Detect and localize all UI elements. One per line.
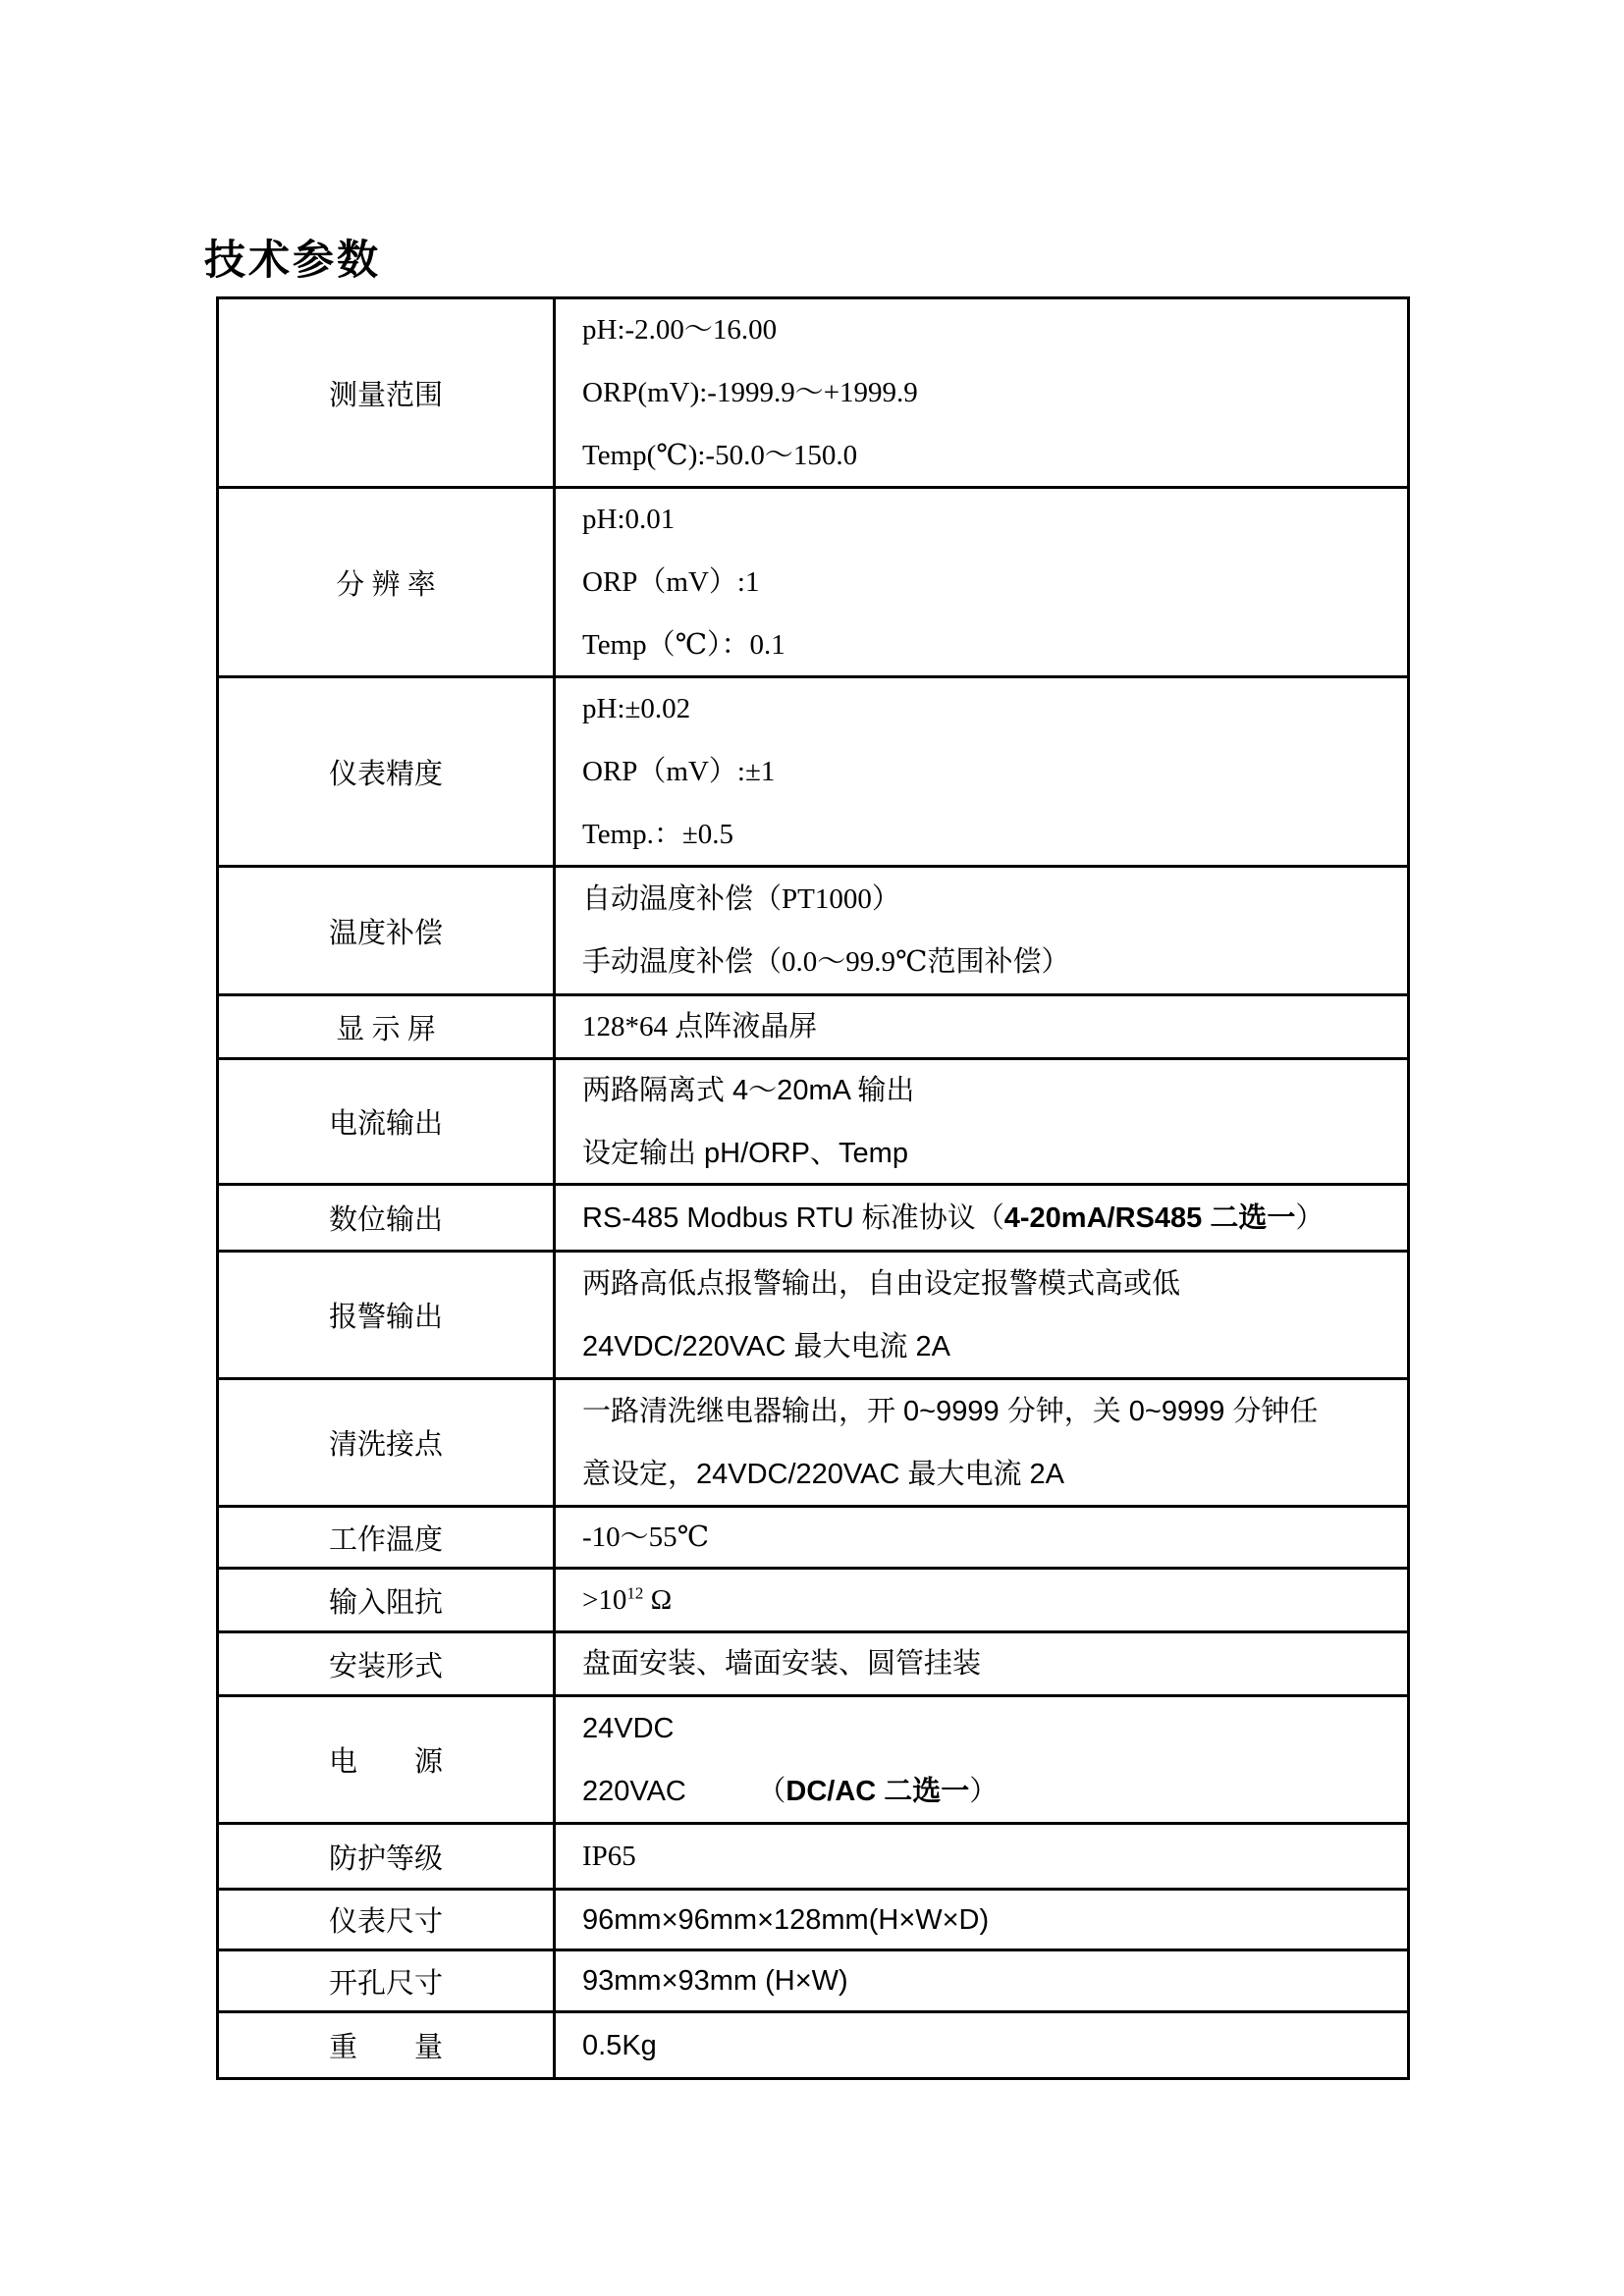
value-text: Temp(℃):-50.0～150.0 <box>582 440 858 471</box>
value-line <box>582 740 1407 803</box>
table-row <box>219 299 1407 489</box>
row-label: 清洗接点 <box>328 1429 443 1461</box>
row-label-cell <box>219 678 556 865</box>
row-label-cell <box>219 489 556 675</box>
page-title: 技术参数 <box>204 237 382 283</box>
table-row <box>219 489 1407 678</box>
row-label-cell <box>219 1825 556 1888</box>
value-text: RS-485 Modbus RTU 标准协议 <box>582 1201 976 1234</box>
value-text: 两路高低点报警输出，自由设定报警模式高或低 <box>582 1267 1181 1300</box>
value-text: pH:0.01 <box>582 504 676 535</box>
row-label-cell <box>219 868 556 993</box>
value-line <box>582 1187 1407 1250</box>
value-line <box>582 361 1407 424</box>
value-text: >10 <box>582 1584 627 1616</box>
value-text: （ <box>771 1775 786 1807</box>
value-line <box>582 551 1407 614</box>
value-text: 设定输出 pH/ORP、Temp <box>582 1137 908 1169</box>
value-text: 24VDC/220VAC 最大电流 2A <box>582 1330 950 1362</box>
row-value-cell <box>556 868 1407 993</box>
value-text: pH:-2.00～16.00 <box>582 314 778 346</box>
row-label: 显 示 屏 <box>336 1013 436 1045</box>
row-value-cell <box>556 1633 1407 1694</box>
row-value-cell <box>556 299 1407 486</box>
row-value-cell <box>556 1891 1407 1949</box>
row-label: 防护等级 <box>328 1842 443 1875</box>
value-line <box>582 1633 1407 1694</box>
table-row <box>219 1633 1407 1697</box>
value-text: 96mm×96mm×128mm(H×W×D) <box>582 1903 990 1936</box>
value-text: ） <box>1295 1201 1325 1234</box>
value-line <box>582 868 1407 931</box>
value-line <box>582 1951 1407 2010</box>
row-value-cell <box>556 1380 1407 1505</box>
value-text: 0.5Kg <box>582 2029 657 2061</box>
value-text: -10～55℃ <box>582 1522 710 1553</box>
value-line <box>582 1380 1407 1443</box>
value-text: DC/AC 二选一 <box>785 1775 970 1807</box>
row-label-cell <box>219 1380 556 1505</box>
row-value-cell <box>556 2013 1407 2077</box>
table-row <box>219 1508 1407 1570</box>
value-text: pH:±0.02 <box>582 693 691 724</box>
value-line <box>582 2014 1407 2077</box>
table-row <box>219 678 1407 868</box>
row-value-cell <box>556 678 1407 865</box>
table-row <box>219 1697 1407 1825</box>
row-value-cell <box>556 1825 1407 1888</box>
row-label-cell <box>219 2013 556 2077</box>
value-text: 两路隔离式 4～20mA 输出 <box>582 1074 915 1106</box>
table-row <box>219 1951 1407 2013</box>
value-line <box>582 931 1407 993</box>
spec-table <box>216 296 1410 2080</box>
value-line <box>582 678 1407 740</box>
row-value-cell <box>556 1697 1407 1822</box>
row-label-cell <box>219 996 556 1057</box>
value-text: ORP（mV）:±1 <box>582 756 776 787</box>
table-row <box>219 1825 1407 1891</box>
row-label-cell <box>219 1633 556 1694</box>
row-label-cell <box>219 1697 556 1822</box>
row-label: 输入阻抗 <box>328 1586 443 1619</box>
row-label-cell <box>219 1951 556 2010</box>
value-text: （ <box>975 1201 1004 1234</box>
row-label: 开孔尺寸 <box>328 1967 443 2000</box>
table-row <box>219 1186 1407 1253</box>
row-value-cell <box>556 1508 1407 1567</box>
table-row <box>219 1380 1407 1508</box>
value-text: ORP(mV):-1999.9～+1999.9 <box>582 377 918 408</box>
row-label: 分 辨 率 <box>336 568 436 601</box>
row-label-cell <box>219 1570 556 1630</box>
row-label-cell <box>219 299 556 486</box>
value-line <box>582 1443 1407 1506</box>
value-text: 12 <box>626 1583 644 1603</box>
row-value-cell <box>556 1951 1407 2010</box>
value-line <box>582 489 1407 551</box>
row-label-cell <box>219 1508 556 1567</box>
row-label: 电流输出 <box>328 1108 443 1140</box>
row-label: 仪表尺寸 <box>328 1906 443 1938</box>
value-line <box>582 1570 1407 1630</box>
row-label: 安装形式 <box>328 1650 443 1682</box>
row-label: 温度补偿 <box>328 917 443 949</box>
value-text: 手动温度补偿（0.0～99.9℃范围补偿） <box>582 946 1070 978</box>
table-row <box>219 868 1407 996</box>
value-text: 128*64 点阵液晶屏 <box>582 1011 818 1042</box>
table-row <box>219 1891 1407 1951</box>
value-text: ） <box>969 1775 999 1807</box>
value-line <box>582 1253 1407 1315</box>
row-label: 数位输出 <box>328 1204 443 1236</box>
value-line <box>582 1315 1407 1378</box>
row-label-cell <box>219 1060 556 1183</box>
value-line <box>582 1760 1407 1823</box>
value-line <box>582 1697 1407 1760</box>
value-text: 24VDC <box>582 1712 675 1744</box>
value-line <box>582 803 1407 865</box>
value-text: 93mm×93mm (H×W) <box>582 1965 848 1997</box>
value-line <box>582 996 1407 1057</box>
value-text: Temp（℃）：0.1 <box>582 629 785 661</box>
value-text: 一路清洗继电器输出，开 0~9999 分钟，关 0~9999 分钟任 <box>582 1395 1319 1427</box>
row-label: 报警输出 <box>328 1302 443 1333</box>
row-value-cell <box>556 489 1407 675</box>
row-label: 仪表精度 <box>328 758 443 790</box>
value-line <box>582 1122 1407 1184</box>
row-label: 工作温度 <box>328 1523 443 1556</box>
value-line <box>582 1060 1407 1122</box>
row-label: 电 源 <box>328 1746 443 1778</box>
value-text: IP65 <box>582 1841 636 1872</box>
value-line <box>582 424 1407 486</box>
row-value-cell <box>556 996 1407 1057</box>
value-text: 自动温度补偿（PT1000） <box>582 883 900 915</box>
row-value-cell <box>556 1060 1407 1183</box>
row-label: 重 量 <box>328 2032 443 2063</box>
value-line <box>582 1891 1407 1949</box>
table-row <box>219 1060 1407 1186</box>
table-row <box>219 996 1407 1060</box>
row-label-cell <box>219 1253 556 1377</box>
value-text: 4-20mA/RS485 二选一 <box>1003 1201 1296 1234</box>
table-row <box>219 1570 1407 1633</box>
row-value-cell <box>556 1570 1407 1630</box>
value-line <box>582 614 1407 675</box>
row-value-cell <box>556 1186 1407 1250</box>
value-text: 意设定，24VDC/220VAC 最大电流 2A <box>582 1458 1064 1490</box>
table-row <box>219 1253 1407 1380</box>
value-text: 220VAC <box>582 1775 772 1807</box>
value-line <box>582 299 1407 361</box>
row-label-cell <box>219 1891 556 1949</box>
value-line <box>582 1508 1407 1567</box>
value-line <box>582 1825 1407 1888</box>
row-value-cell <box>556 1253 1407 1377</box>
value-text: Ω <box>643 1584 673 1616</box>
table-row <box>219 2013 1407 2077</box>
value-text: Temp.：±0.5 <box>582 819 734 850</box>
row-label-cell <box>219 1186 556 1250</box>
value-text: 盘面安装、墙面安装、圆管挂装 <box>582 1648 982 1680</box>
row-label: 测量范围 <box>328 379 443 411</box>
value-text: ORP（mV）:1 <box>582 566 760 598</box>
